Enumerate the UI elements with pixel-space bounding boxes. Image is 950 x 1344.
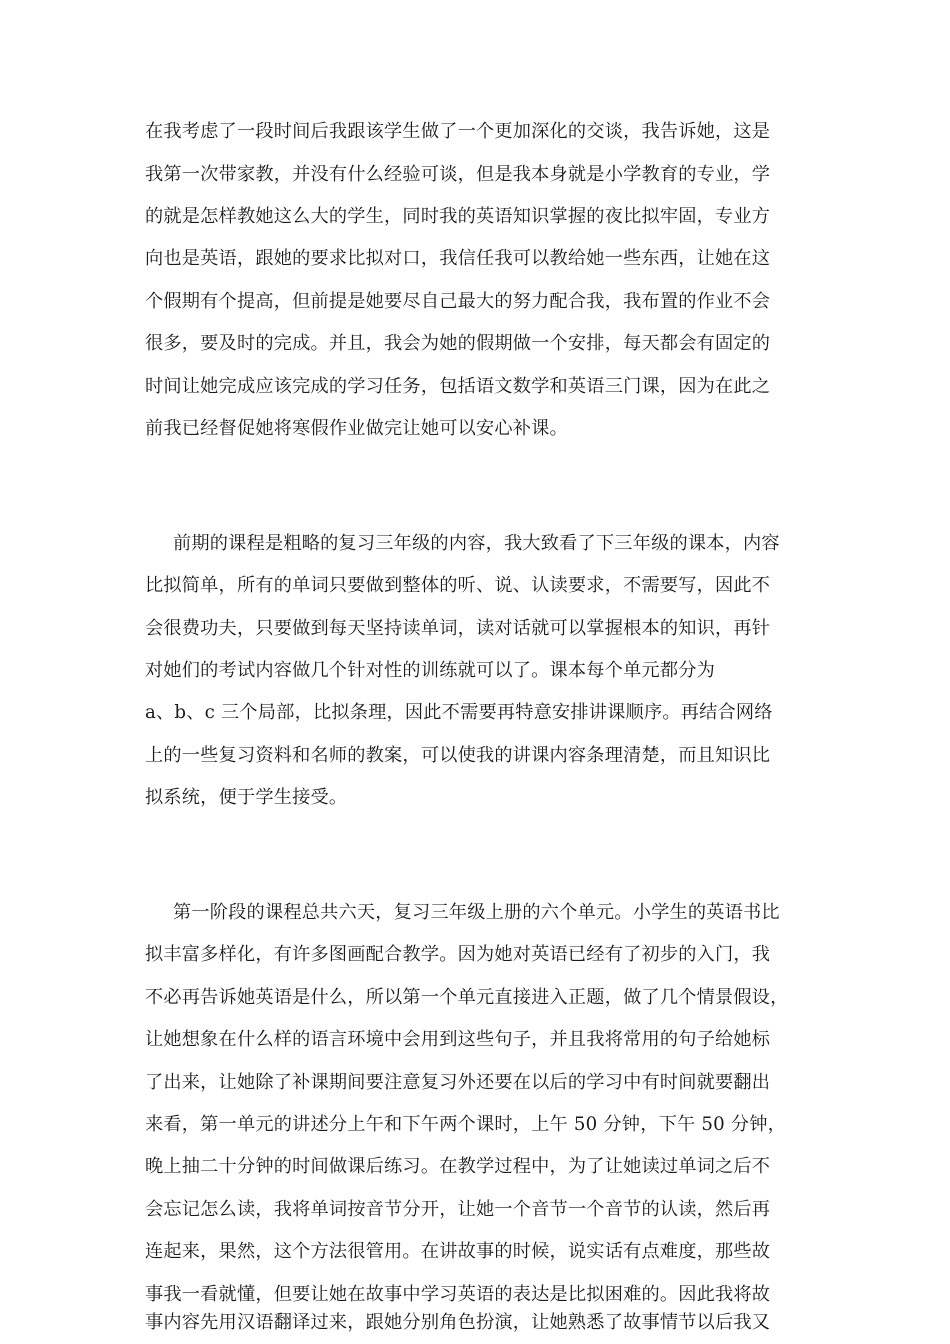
text-line: 让她想象在什么样的语言环境中会用到这些句子，并且我将常用的句子给她标 [145, 1029, 771, 1050]
text-line: 不必再告诉她英语是什么，所以第一个单元直接进入正题，做了几个情景假设， [145, 987, 789, 1008]
text-line: 前期的课程是粗略的复习三年级的内容，我大致看了下三年级的课本，内容 [173, 533, 780, 554]
text-line: 很多，要及时的完成。并且，我会为她的假期做一个安排，每天都会有固定的 [145, 333, 771, 354]
text-line: 我第一次带家教，并没有什么经验可谈，但是我本身就是小学教育的专业，学 [145, 164, 771, 185]
text-line: 个假期有个提高，但前提是她要尽自己最大的努力配合我，我布置的作业不会 [145, 291, 771, 312]
text-line: 向也是英语，跟她的要求比拟对口，我信任我可以教给她一些东西，让她在这 [145, 248, 771, 269]
text-line: 事内容先用汉语翻译过来，跟她分别角色扮演，让她熟悉了故事情节以后我又 [145, 1312, 771, 1333]
text-line: 事我一看就懂，但要让她在故事中学习英语的表达是比拟困难的。因此我将故 [145, 1284, 771, 1305]
text-line: 会很费功夫，只要做到每天坚持读单词，读对话就可以掌握根本的知识，再针 [145, 618, 771, 639]
text-line: 了出来，让她除了补课期间要注意复习外还要在以后的学习中有时间就要翻出 [145, 1072, 771, 1093]
text-line: 对她们的考试内容做几个针对性的训练就可以了。课本每个单元都分为 [145, 660, 716, 681]
text-line: 拟系统，便于学生接受。 [145, 787, 348, 808]
text-line: a、b、c 三个局部，比拟条理，因此不需要再特意安排讲课顺序。再结合网络 [145, 702, 773, 723]
text-line: 上的一些复习资料和名师的教案，可以使我的讲课内容条理清楚，而且知识比 [145, 745, 771, 766]
text-line: 第一阶段的课程总共六天，复习三年级上册的六个单元。小学生的英语书比 [173, 902, 780, 923]
text-line: 时间让她完成应该完成的学习任务，包括语文数学和英语三门课，因为在此之 [145, 376, 771, 397]
text-line: 晚上抽二十分钟的时间做课后练习。在教学过程中，为了让她读过单词之后不 [145, 1156, 771, 1177]
text-line: 的就是怎样教她这么大的学生，同时我的英语知识掌握的夜比拟牢固，专业方 [145, 206, 771, 227]
text-line: 来看，第一单元的讲述分上午和下午两个课时，上午 50 分钟，下午 50 分钟， [145, 1114, 787, 1135]
text-line: 在我考虑了一段时间后我跟该学生做了一个更加深化的交谈，我告诉她，这是 [145, 121, 771, 142]
text-line: 比拟简单，所有的单词只要做到整体的听、说、认读要求，不需要写，因此不 [145, 575, 771, 596]
text-line: 拟丰富多样化，有许多图画配合教学。因为她对英语已经有了初步的入门，我 [145, 944, 771, 965]
text-line: 前我已经督促她将寒假作业做完让她可以安心补课。 [145, 418, 568, 439]
text-line: 连起来，果然，这个方法很管用。在讲故事的时候，说实话有点难度，那些故 [145, 1241, 771, 1262]
text-line: 会忘记怎么读，我将单词按音节分开，让她一个音节一个音节的认读，然后再 [145, 1199, 771, 1220]
